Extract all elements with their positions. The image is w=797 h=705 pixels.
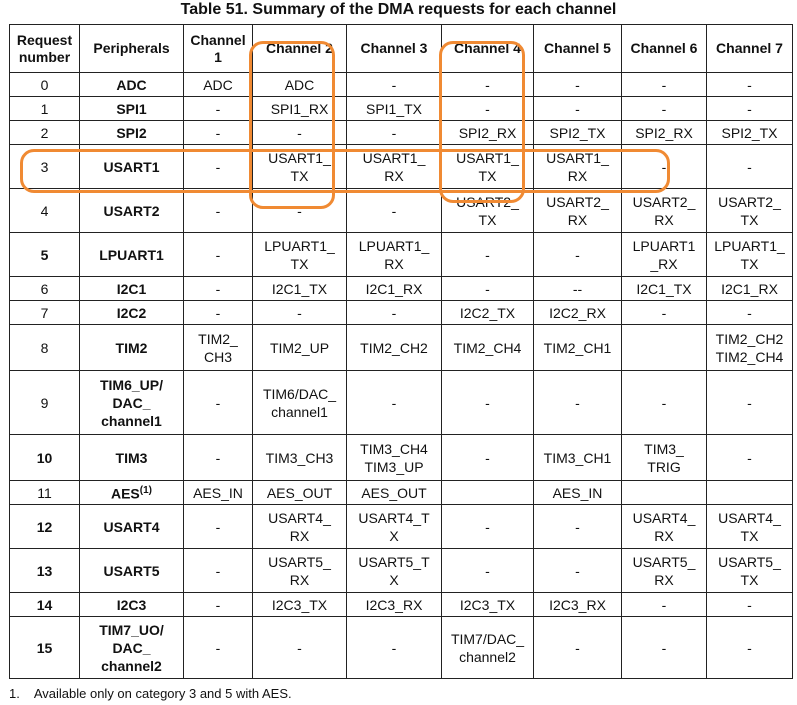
channel-cell: -	[347, 189, 442, 233]
channel-cell: USART1_ TX	[253, 145, 347, 189]
channel-cell: -	[534, 97, 622, 121]
channel-cell: I2C2_TX	[442, 301, 534, 325]
channel-cell: -	[534, 233, 622, 277]
request-number-cell: 13	[10, 549, 80, 593]
channel-cell: USART5_ RX	[622, 549, 707, 593]
channel-cell: USART4_ RX	[253, 505, 347, 549]
channel-cell: LPUART1_ RX	[347, 233, 442, 277]
channel-cell: -	[707, 301, 793, 325]
channel-cell: USART1_ RX	[534, 145, 622, 189]
peripheral-cell: TIM3	[80, 435, 184, 481]
channel-cell: -	[442, 73, 534, 97]
table-row	[10, 325, 793, 371]
table-row	[10, 189, 793, 233]
peripheral-cell: TIM7_UO/ DAC_ channel2	[80, 617, 184, 679]
channel-cell	[622, 481, 707, 505]
channel-cell: -	[622, 593, 707, 617]
column-header-3: Channel 2	[253, 25, 347, 73]
channel-cell: -	[184, 145, 253, 189]
channel-cell: -	[707, 593, 793, 617]
channel-cell: USART5_T X	[347, 549, 442, 593]
channel-cell: -	[707, 97, 793, 121]
channel-cell: -	[184, 549, 253, 593]
peripheral-cell: AES$^{(1)}$	[80, 481, 184, 505]
channel-cell: I2C3_TX	[442, 593, 534, 617]
channel-cell: USART4_T X	[347, 505, 442, 549]
table-row	[10, 97, 793, 121]
channel-cell: USART5_ TX	[707, 549, 793, 593]
channel-cell: I2C2_RX	[534, 301, 622, 325]
peripheral-cell: SPI1	[80, 97, 184, 121]
channel-cell: -	[707, 145, 793, 189]
table-row	[10, 505, 793, 549]
request-number-cell: 7	[10, 301, 80, 325]
request-number-cell: 15	[10, 617, 80, 679]
channel-cell: USART1_ TX	[442, 145, 534, 189]
column-header-2: Channel 1	[184, 25, 253, 73]
channel-cell: I2C3_RX	[534, 593, 622, 617]
dma-requests-table	[9, 24, 793, 679]
channel-cell: USART2_ RX	[534, 189, 622, 233]
channel-cell: TIM3_CH1	[534, 435, 622, 481]
table-row	[10, 277, 793, 301]
channel-cell: TIM3_ TRIG	[622, 435, 707, 481]
column-header-4: Channel 3	[347, 25, 442, 73]
channel-cell: -	[442, 435, 534, 481]
channel-cell: -	[184, 435, 253, 481]
channel-cell: -	[184, 277, 253, 301]
channel-cell: USART2_ TX	[442, 189, 534, 233]
peripheral-cell: TIM6_UP/ DAC_ channel1	[80, 371, 184, 435]
channel-cell: -	[253, 121, 347, 145]
channel-cell: SPI2_RX	[622, 121, 707, 145]
table-row	[10, 145, 793, 189]
table-row	[10, 481, 793, 505]
request-number-cell: 10	[10, 435, 80, 481]
table-row	[10, 593, 793, 617]
channel-cell	[622, 325, 707, 371]
channel-cell: -	[184, 97, 253, 121]
column-header-8: Channel 7	[707, 25, 793, 73]
channel-cell: TIM2_ CH3	[184, 325, 253, 371]
table-row	[10, 301, 793, 325]
channel-cell: LPUART1_ TX	[253, 233, 347, 277]
channel-cell: USART5_ RX	[253, 549, 347, 593]
request-number-cell: 6	[10, 277, 80, 301]
channel-cell: ADC	[253, 73, 347, 97]
channel-cell: -	[622, 617, 707, 679]
channel-cell: TIM2_CH2 TIM2_CH4	[707, 325, 793, 371]
channel-cell: SPI1_RX	[253, 97, 347, 121]
table-row	[10, 371, 793, 435]
column-header-7: Channel 6	[622, 25, 707, 73]
request-number-cell: 9	[10, 371, 80, 435]
peripheral-cell: USART5	[80, 549, 184, 593]
peripheral-cell: I2C1	[80, 277, 184, 301]
channel-cell: -	[707, 617, 793, 679]
channel-cell: I2C1_RX	[347, 277, 442, 301]
channel-cell: -	[184, 371, 253, 435]
channel-cell: USART2_ TX	[707, 189, 793, 233]
channel-cell: -	[534, 371, 622, 435]
channel-cell: -	[707, 73, 793, 97]
channel-cell: -	[253, 617, 347, 679]
column-header-1: Peripherals	[80, 25, 184, 73]
column-header-5: Channel 4	[442, 25, 534, 73]
channel-cell: I2C1_TX	[253, 277, 347, 301]
footnote-number: 1.	[9, 686, 20, 701]
peripheral-cell: USART2	[80, 189, 184, 233]
channel-cell: USART2_ RX	[622, 189, 707, 233]
channel-cell: TIM2_CH1	[534, 325, 622, 371]
channel-cell: -	[622, 145, 707, 189]
peripheral-cell: SPI2	[80, 121, 184, 145]
channel-cell: --	[534, 277, 622, 301]
channel-cell: I2C3_RX	[347, 593, 442, 617]
channel-cell: LPUART1_ TX	[707, 233, 793, 277]
channel-cell: -	[347, 301, 442, 325]
header-row	[10, 25, 793, 73]
channel-cell: -	[184, 593, 253, 617]
channel-cell: USART4_ TX	[707, 505, 793, 549]
request-number-cell: 0	[10, 73, 80, 97]
table-row	[10, 121, 793, 145]
request-number-cell: 14	[10, 593, 80, 617]
channel-cell: -	[442, 233, 534, 277]
table-row	[10, 435, 793, 481]
channel-cell: -	[534, 73, 622, 97]
channel-cell: TIM2_CH4	[442, 325, 534, 371]
channel-cell: -	[534, 505, 622, 549]
channel-cell	[707, 481, 793, 505]
channel-cell: -	[442, 97, 534, 121]
table-row	[10, 233, 793, 277]
channel-cell: -	[184, 301, 253, 325]
channel-cell: TIM2_CH2	[347, 325, 442, 371]
peripheral-cell: TIM2	[80, 325, 184, 371]
footnote	[9, 686, 292, 701]
request-number-cell: 12	[10, 505, 80, 549]
request-number-cell: 8	[10, 325, 80, 371]
channel-cell: TIM3_CH3	[253, 435, 347, 481]
table-row	[10, 73, 793, 97]
table-title: Table 51. Summary of the DMA requests for each channel	[180, 1, 617, 18]
channel-cell: SPI2_RX	[442, 121, 534, 145]
channel-cell: I2C1_RX	[707, 277, 793, 301]
channel-cell	[442, 481, 534, 505]
channel-cell: -	[442, 549, 534, 593]
channel-cell: -	[184, 189, 253, 233]
channel-cell: -	[184, 121, 253, 145]
channel-cell: TIM2_UP	[253, 325, 347, 371]
channel-cell: USART4_ RX	[622, 505, 707, 549]
peripheral-cell: I2C2	[80, 301, 184, 325]
peripheral-cell: ADC	[80, 73, 184, 97]
channel-cell: -	[534, 617, 622, 679]
channel-cell: -	[707, 435, 793, 481]
channel-cell: SPI1_TX	[347, 97, 442, 121]
channel-cell: -	[534, 549, 622, 593]
channel-cell: -	[707, 371, 793, 435]
channel-cell: I2C1_TX	[622, 277, 707, 301]
channel-cell: TIM6/DAC_ channel1	[253, 371, 347, 435]
channel-cell: I2C3_TX	[253, 593, 347, 617]
channel-cell: -	[442, 505, 534, 549]
channel-cell: AES_IN	[184, 481, 253, 505]
channel-cell: -	[184, 505, 253, 549]
peripheral-cell: USART1	[80, 145, 184, 189]
request-number-cell: 1	[10, 97, 80, 121]
column-header-6: Channel 5	[534, 25, 622, 73]
table-row	[10, 617, 793, 679]
channel-cell: -	[622, 73, 707, 97]
channel-cell: -	[347, 73, 442, 97]
channel-cell: -	[347, 617, 442, 679]
channel-cell: -	[442, 277, 534, 301]
request-number-cell: 2	[10, 121, 80, 145]
request-number-cell: 11	[10, 481, 80, 505]
channel-cell: LPUART1 _RX	[622, 233, 707, 277]
channel-cell: -	[184, 233, 253, 277]
channel-cell: -	[622, 97, 707, 121]
request-number-cell: 3	[10, 145, 80, 189]
request-number-cell: 4	[10, 189, 80, 233]
aes-footnote-ref: (1)	[139, 485, 153, 497]
channel-cell: -	[347, 371, 442, 435]
channel-cell: AES_OUT	[253, 481, 347, 505]
channel-cell: AES_OUT	[347, 481, 442, 505]
channel-cell: -	[347, 121, 442, 145]
peripheral-cell: USART4	[80, 505, 184, 549]
footnote-text: Available only on category 3 and 5 with AES.	[33, 686, 292, 701]
channel-cell: SPI2_TX	[707, 121, 793, 145]
channel-cell: TIM3_CH4 TIM3_UP	[347, 435, 442, 481]
channel-cell: -	[253, 301, 347, 325]
channel-cell: TIM7/DAC_ channel2	[442, 617, 534, 679]
channel-cell: USART1_ RX	[347, 145, 442, 189]
channel-cell: AES_IN	[534, 481, 622, 505]
channel-cell: -	[622, 301, 707, 325]
peripheral-cell: I2C3	[80, 593, 184, 617]
channel-cell: -	[253, 189, 347, 233]
peripheral-cell: LPUART1	[80, 233, 184, 277]
column-header-0: Request number	[10, 25, 80, 73]
table-row	[10, 549, 793, 593]
channel-cell: SPI2_TX	[534, 121, 622, 145]
request-number-cell: 5	[10, 233, 80, 277]
channel-cell: ADC	[184, 73, 253, 97]
channel-cell: -	[184, 617, 253, 679]
channel-cell: -	[622, 371, 707, 435]
channel-cell: -	[442, 371, 534, 435]
